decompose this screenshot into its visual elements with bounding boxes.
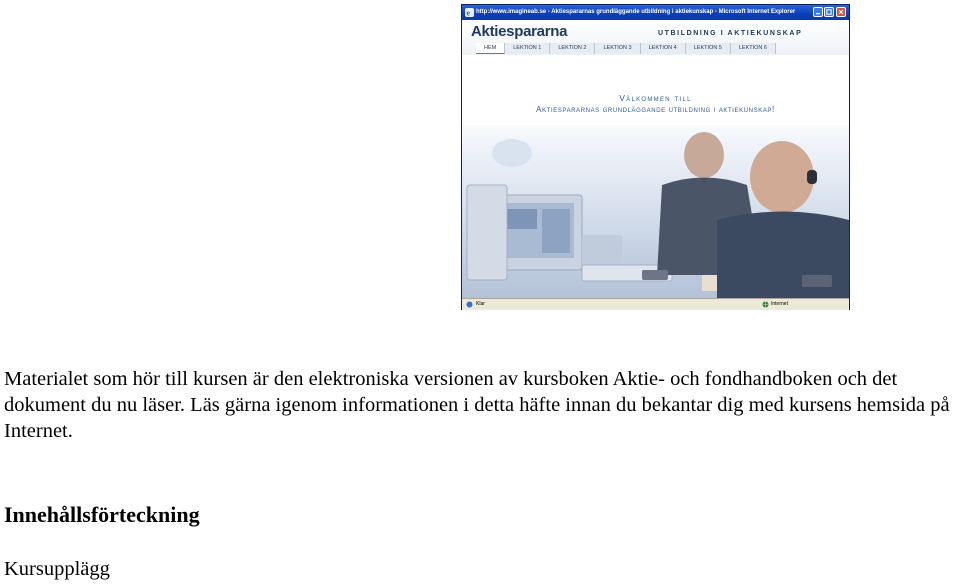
toc-heading: Innehållsförteckning: [4, 502, 200, 527]
nav-tab-lektion-1[interactable]: LEKTION 1: [505, 43, 550, 54]
svg-text:e: e: [466, 8, 471, 17]
intro-paragraph: Materialet som hör till kursen är den elektroniska versionen av kursboken Aktie- och fondhandboken och det dokument du nu läser. Läs gärna igenom informationen i detta häfte innan du bekantar dig med kursens hemsida på Internet.: [4, 368, 950, 442]
minimize-button[interactable]: [813, 7, 823, 17]
nav-tab-lektion-5[interactable]: LEKTION 5: [686, 43, 731, 54]
browser-screenshot: [461, 4, 850, 310]
nav-tab-lektion-6[interactable]: LEKTION 6: [731, 43, 776, 54]
window-title: http://www.imagineab.se - Aktiespararnas grundläggande utbildning i aktiekunskap - Microsoft Internet Explorer: [476, 9, 796, 15]
toc-item-kursupplagg: Kursupplägg: [4, 558, 110, 580]
nav-tab-lektion-4[interactable]: LEKTION 4: [641, 43, 686, 54]
site-subtitle: UTBILDNING I AKTIEKUNSKAP: [658, 30, 803, 37]
nav-tab-lektion-2[interactable]: LEKTION 2: [550, 43, 595, 54]
hero-photo: [462, 125, 849, 298]
nav-tab-hem[interactable]: HEM: [476, 43, 505, 54]
window-titlebar: [462, 5, 849, 20]
site-logo[interactable]: Aktiespararna: [471, 23, 568, 40]
internet-zone-icon: [762, 301, 769, 308]
internet-explorer-icon: [465, 8, 474, 17]
maximize-button[interactable]: [824, 7, 834, 17]
status-text: Klar: [476, 301, 485, 307]
page-icon: [466, 301, 473, 308]
trading-desk-illustration: [462, 125, 849, 298]
welcome-line-1: Välkommen till: [619, 93, 692, 103]
close-button[interactable]: [836, 7, 846, 17]
nav-tab-lektion-3[interactable]: LEKTION 3: [595, 43, 640, 54]
site-nav: [476, 43, 776, 54]
status-bar: [462, 298, 849, 310]
security-zone-text: Internet: [771, 301, 788, 307]
welcome-line-2: Aktiespararnas grundläggande utbildning i aktiekunskap!: [536, 105, 775, 114]
